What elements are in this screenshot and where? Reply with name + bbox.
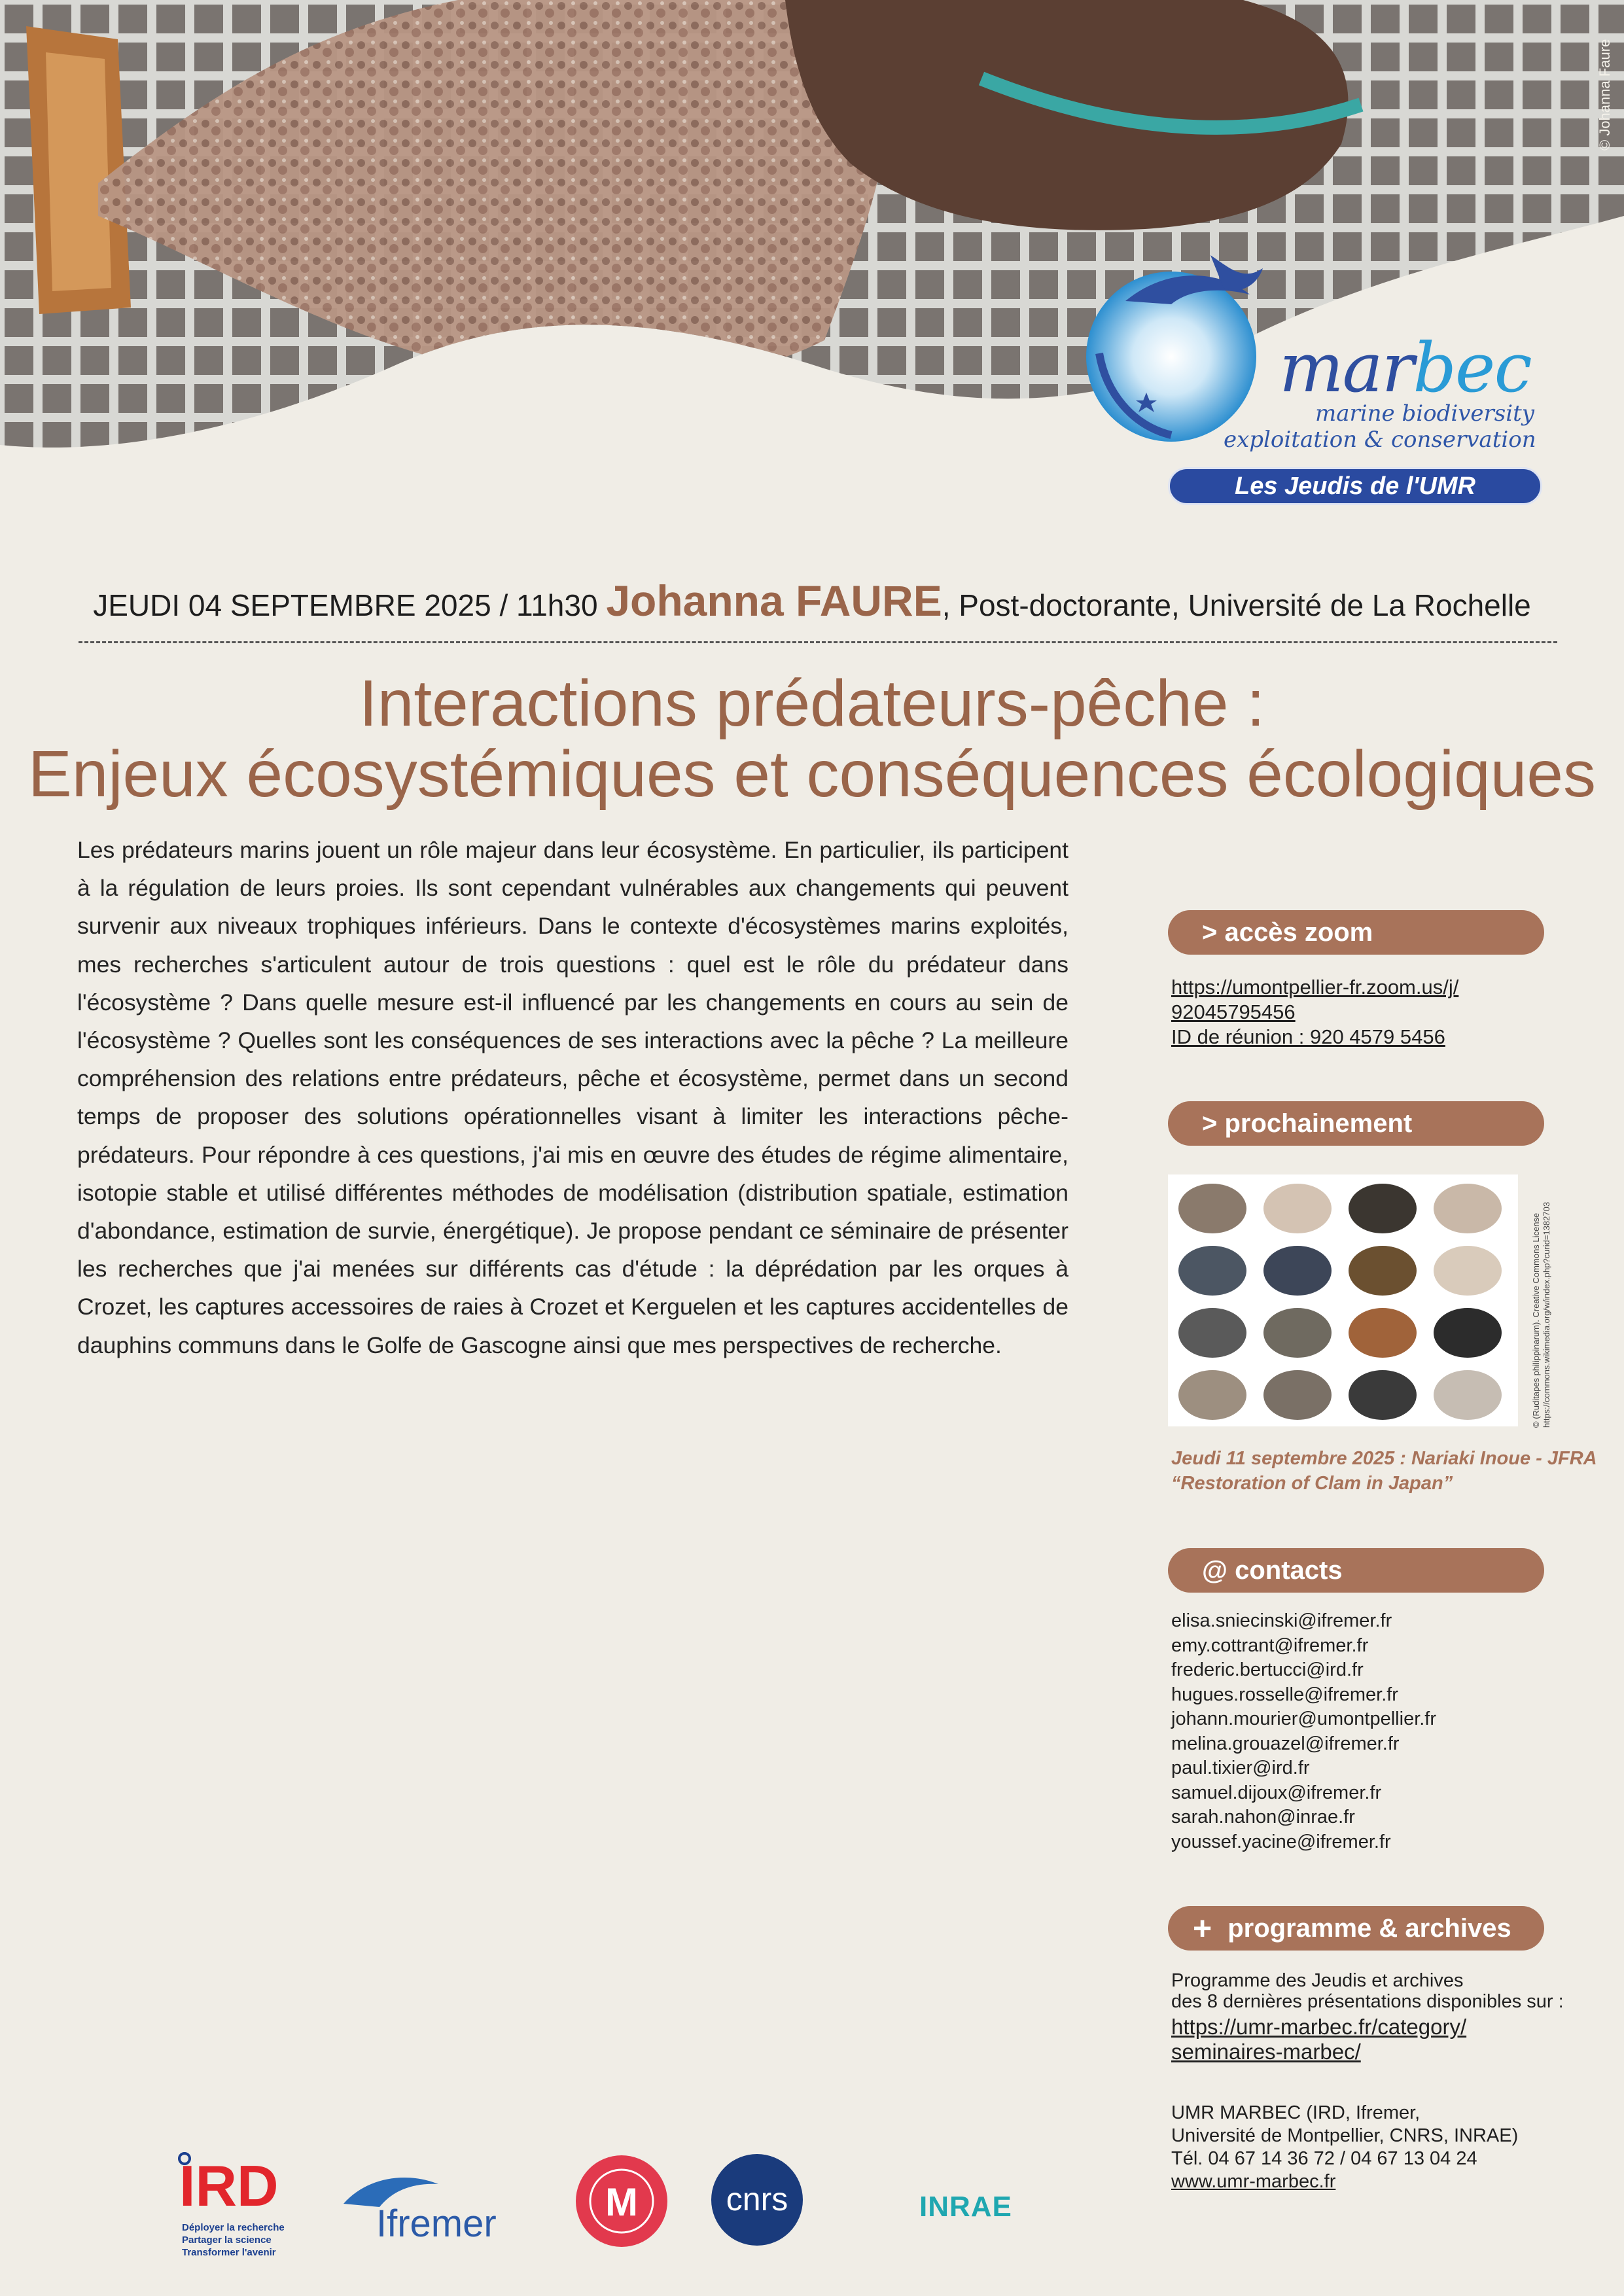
- dashed-divider: [79, 641, 1557, 643]
- clam-shell: [1434, 1184, 1502, 1233]
- clam-shell: [1349, 1184, 1417, 1233]
- photo-credit: © Johanna Faure: [1597, 39, 1613, 150]
- contact-email[interactable]: hugues.rosselle@ifremer.fr: [1171, 1684, 1398, 1705]
- speaker-affiliation: , Post-doctorante, Université de La Rochelle: [942, 588, 1531, 622]
- svg-text:cnrs: cnrs: [726, 2181, 788, 2217]
- clam-shell: [1178, 1370, 1246, 1420]
- zoom-meeting-id: ID de réunion : 920 4579 5456: [1171, 1025, 1445, 1048]
- ird-tagline: Transformer l'avenir: [182, 2247, 276, 2258]
- ird-tagline: Déployer la recherche: [182, 2222, 285, 2233]
- next-heading: > prochainement: [1168, 1101, 1544, 1146]
- umr-contact-info: UMR MARBEC (IRD, Ifremer, Université de Montpellier, CNRS, INRAE) Tél. 04 67 14 36 72 / 04 67 13 04 24 www.umr-marbec.fr: [1171, 2102, 1519, 2192]
- date-time: JEUDI 04 SEPTEMBRE 2025 / 11h30: [93, 588, 607, 622]
- talk-title-line-2: Enjeux écosystémiques et conséquences écologiques: [28, 737, 1596, 811]
- clam-shell: [1263, 1370, 1332, 1420]
- contact-email[interactable]: frederic.bertucci@ird.fr: [1171, 1659, 1364, 1680]
- abstract-text: Les prédateurs marins jouent un rôle majeur dans leur écosystème. En particulier, ils participent à la régulation de leurs proies. Ils sont cependant vulnérables aux changements qui peuvent survenir aux niveaux trophiques inférieurs. Dans le contexte d'écosystèmes marins exploités, mes recherches s'articulent autour de trois questions : quel est le rôle du prédateur dans l'écosystème ? Dans quelle mesure est-il influencé par les changements en cours au sein de l'écosystème ? Quelles sont les conséquences de ses interactions avec la pêche ? La meilleure compréhension des relations entre prédateurs, pêche et écosystème, permet dans un second temps de proposer des solutions opérationnelles visant à limiter les interactions pêche-prédateurs. Pour répondre à ces questions, j'ai mis en œuvre des études de régime alimentaire, isotopie stable et utilisé différentes méthodes de modélisation (distribution spatiale, estimation d'abondance, estimation de survie, énergétique). Je propose pendant ce séminaire de présenter les recherches que j'ai menées sur différents cas d'étude : la déprédation par les orques à Crozet, les captures accessoires de raies à Crozet et Kerguelen et les captures accidentelles de dauphins communs dans le Golfe de Gascogne ainsi que mes perspectives de recherche.: [77, 837, 1068, 1358]
- clam-shell: [1263, 1184, 1332, 1233]
- talk-title-line-1: Interactions prédateurs-pêche :: [359, 667, 1265, 740]
- programme-link[interactable]: https://umr-marbec.fr/category/ seminaires-marbec/: [1171, 2015, 1467, 2064]
- zoom-link[interactable]: https://umontpellier-fr.zoom.us/j/ 92045795456: [1171, 976, 1459, 1023]
- clams-photo-credit: © (Ruditapes philippinarum). Creative Commons License https://commons.wikimedia.org/w/index.php?curid=1382703: [1531, 1201, 1551, 1428]
- clam-shell: [1178, 1308, 1246, 1358]
- contact-email[interactable]: paul.tixier@ird.fr: [1171, 1757, 1310, 1778]
- clam-shell: [1434, 1246, 1502, 1296]
- cnrs-logo: [710, 2153, 805, 2248]
- svg-text:Ifremer: Ifremer: [376, 2202, 497, 2243]
- next-seminar-info: [1171, 1446, 1597, 1496]
- date-speaker-line: [39, 576, 1585, 626]
- umr-website-link[interactable]: www.umr-marbec.fr: [1171, 2171, 1336, 2192]
- clam-shell: [1434, 1308, 1502, 1358]
- contact-email[interactable]: samuel.dijoux@ifremer.fr: [1171, 1782, 1382, 1803]
- inrae-logo: INRAE: [919, 2191, 1012, 2223]
- contacts-list: [1171, 1609, 1436, 1854]
- clam-shell: [1263, 1308, 1332, 1358]
- clam-shell: [1349, 1308, 1417, 1358]
- zoom-heading: > accès zoom: [1168, 910, 1544, 955]
- marbec-logo-icon: [1073, 242, 1296, 451]
- contact-email[interactable]: emy.cottrant@ifremer.fr: [1171, 1634, 1369, 1656]
- zoom-info: [1171, 975, 1458, 1050]
- contacts-heading: @ contacts: [1168, 1548, 1544, 1593]
- clam-shell: [1349, 1370, 1417, 1420]
- contact-email[interactable]: elisa.sniecinski@ifremer.fr: [1171, 1610, 1392, 1631]
- universite-montpellier-logo: [574, 2154, 669, 2249]
- ird-tagline: Partager la science: [182, 2234, 272, 2246]
- programme-heading-label: programme & archives: [1227, 1913, 1511, 1943]
- marbec-wordmark: marbec: [1279, 328, 1531, 408]
- plus-icon: +: [1193, 1910, 1212, 1947]
- marbec-tagline-2: exploitation & conservation: [1224, 427, 1536, 453]
- next-seminar-title: “Restoration of Clam in Japan”: [1171, 1473, 1453, 1494]
- clam-shell: [1178, 1246, 1246, 1296]
- svg-text:M: M: [605, 2180, 638, 2224]
- contact-email[interactable]: sarah.nahon@inrae.fr: [1171, 1807, 1355, 1828]
- svg-text:IRD: IRD: [179, 2153, 279, 2218]
- contact-email[interactable]: johann.mourier@umontpellier.fr: [1171, 1708, 1437, 1729]
- clam-shell: [1178, 1184, 1246, 1233]
- programme-info: Programme des Jeudis et archives des 8 dernières présentations disponibles sur : https://umr-marbec.fr/category/ seminaires-marbec/: [1171, 1970, 1564, 2064]
- next-seminar-date-speaker: Jeudi 11 septembre 2025 : Nariaki Inoue - JFRA: [1171, 1448, 1597, 1469]
- speaker-name: Johanna FAURE: [606, 576, 942, 625]
- contact-email[interactable]: melina.grouazel@ifremer.fr: [1171, 1733, 1400, 1754]
- marbec-tagline-1: marine biodiversity: [1315, 400, 1534, 427]
- clam-shell: [1263, 1246, 1332, 1296]
- programme-heading: [1168, 1906, 1544, 1951]
- ifremer-logo: [340, 2171, 537, 2243]
- clams-photo: [1168, 1174, 1518, 1426]
- clam-shell: [1434, 1370, 1502, 1420]
- series-badge: Les Jeudis de l'UMR: [1168, 467, 1542, 505]
- clam-shell: [1349, 1246, 1417, 1296]
- contact-email[interactable]: youssef.yacine@ifremer.fr: [1171, 1831, 1391, 1852]
